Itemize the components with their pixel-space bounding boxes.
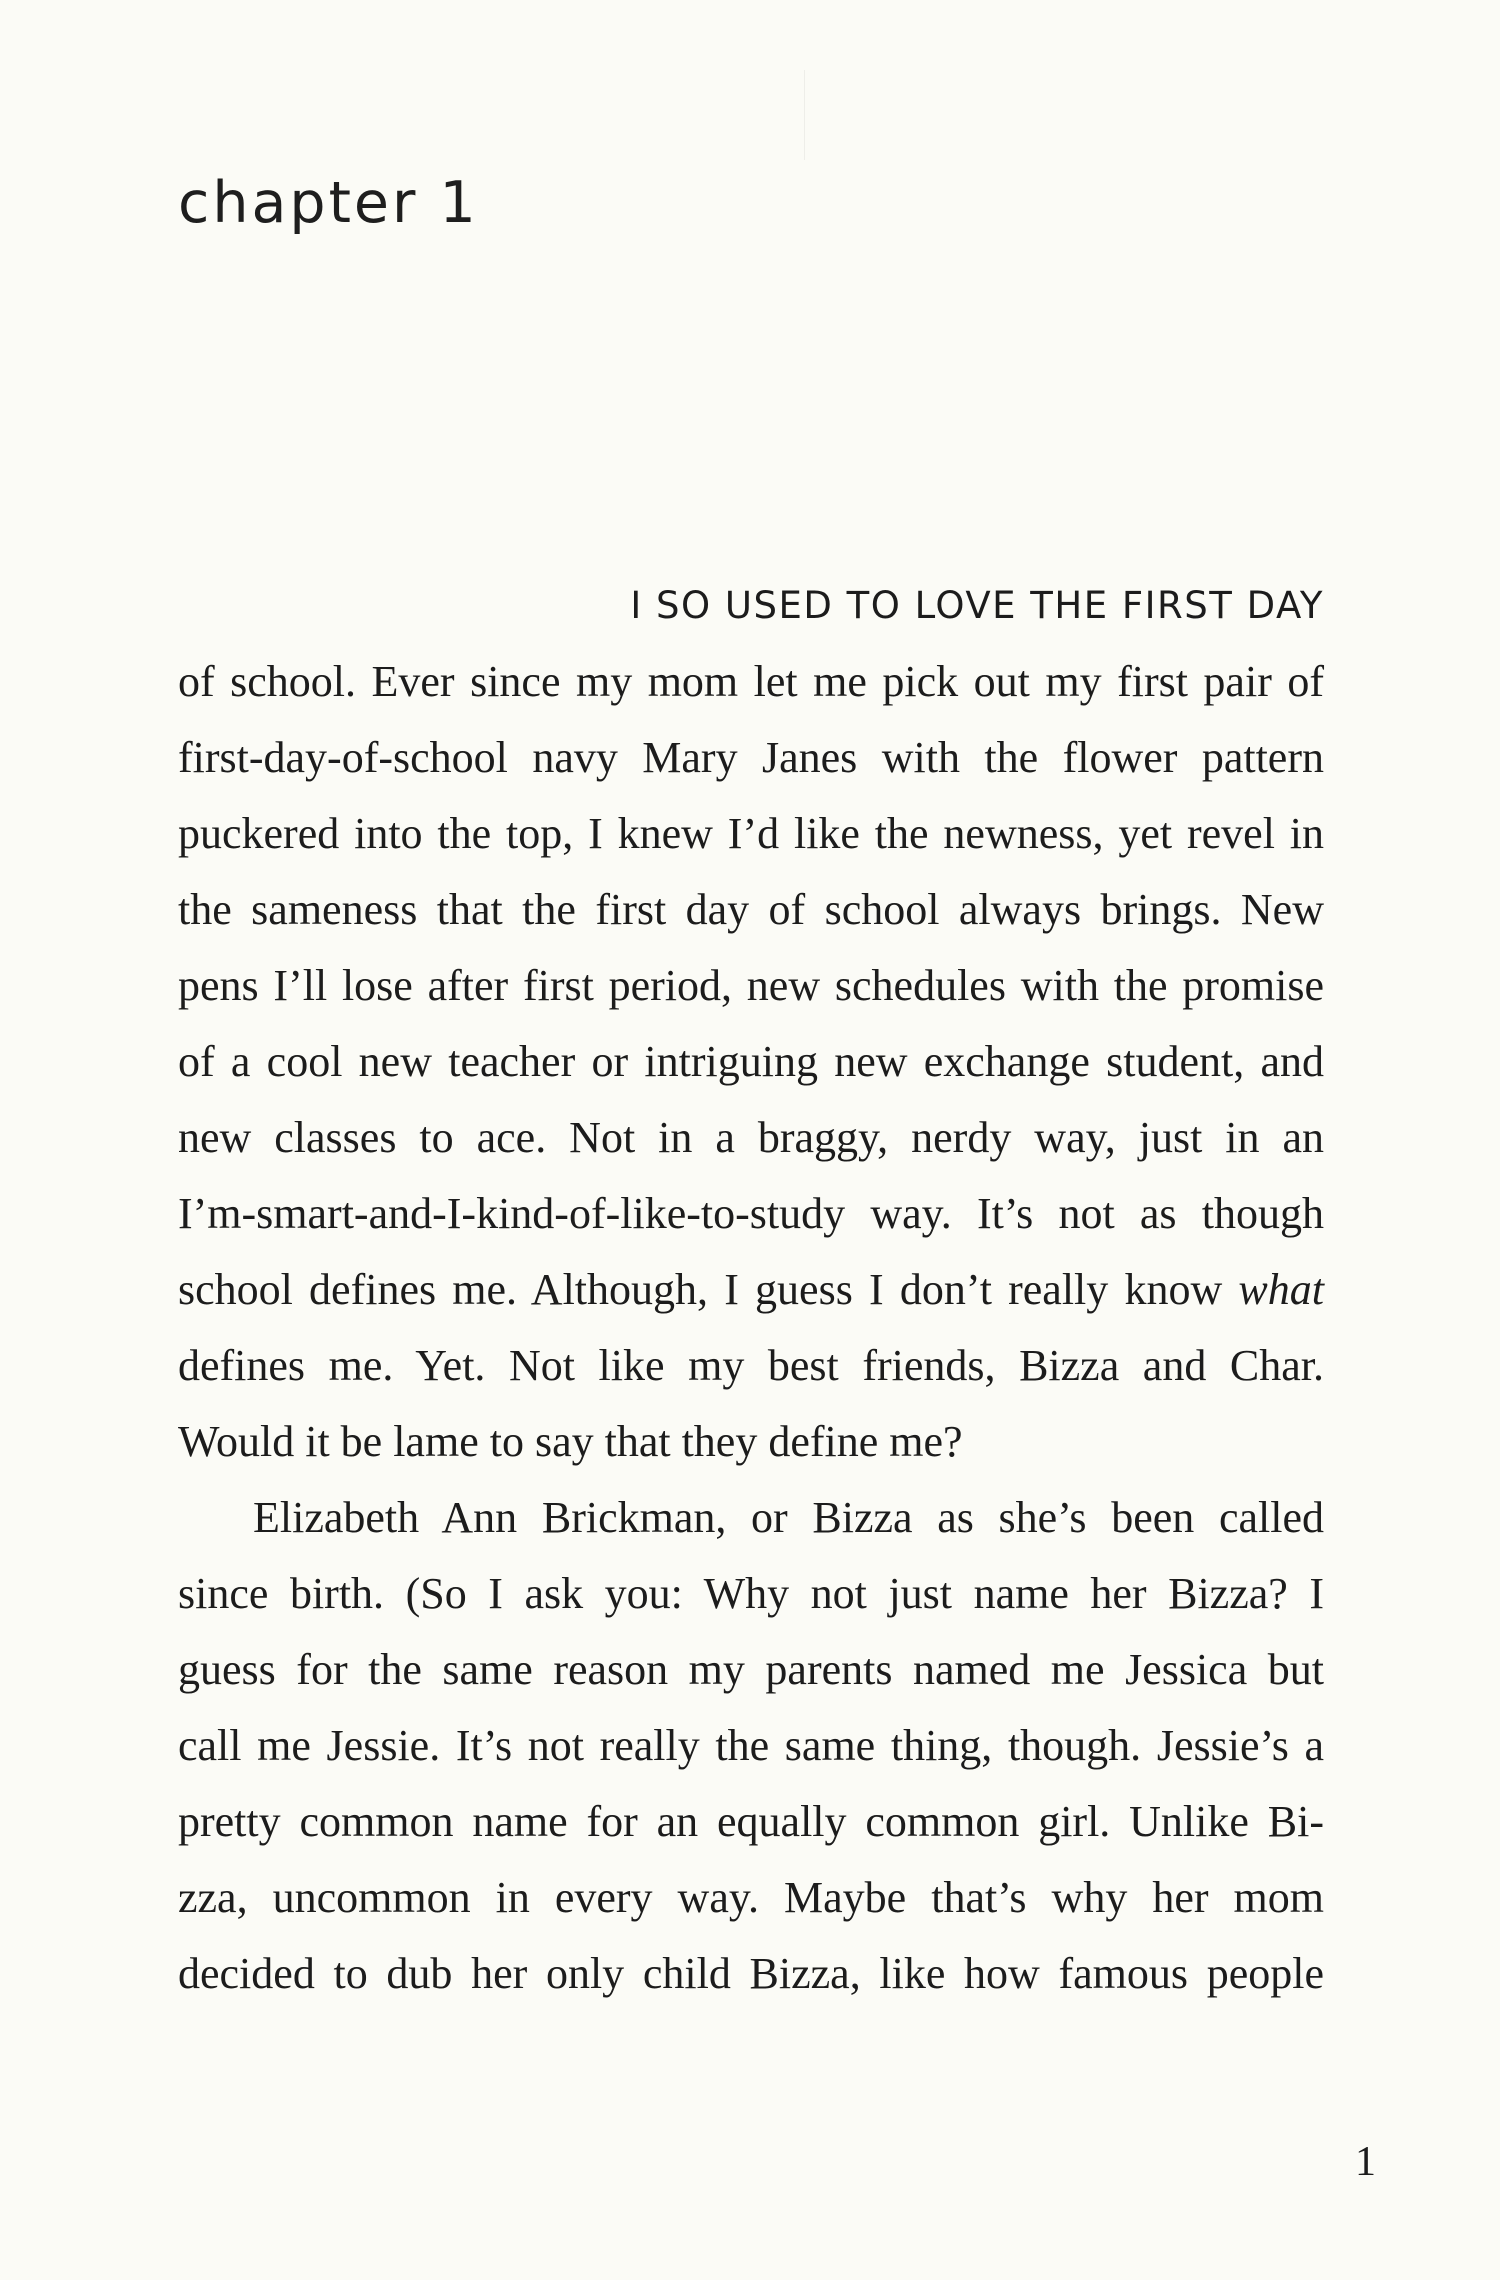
paragraph-2 xyxy=(178,1480,1324,2012)
opening-line: I SO USED TO LOVE THE FIRST DAY xyxy=(630,584,1324,627)
text-line: new classes to ace. Not in a braggy, nerdy way, just in an xyxy=(178,1113,1324,1162)
text-line: zza, uncommon in every way. Maybe that’s why her mom xyxy=(178,1873,1324,1922)
text-line: decided to dub her only child Bizza, like how famous people xyxy=(178,1949,1324,1998)
page-crease xyxy=(804,70,805,160)
text-line: puckered into the top, I knew I’d like the newness, yet revel in xyxy=(178,809,1324,858)
text-line: call me Jessie. It’s not really the same thing, though. Jessie’s a xyxy=(178,1721,1324,1770)
text-line: of school. Ever since my mom let me pick out my first pair of xyxy=(178,657,1324,706)
text-line: I’m-smart-and-I-kind-of-like-to-study way. It’s not as though xyxy=(178,1189,1324,1238)
text-line: the sameness that the first day of school always brings. New xyxy=(178,885,1324,934)
text-line: pretty common name for an equally common girl. Unlike Bi- xyxy=(178,1797,1324,1846)
text-line: since birth. (So I ask you: Why not just name her Bizza? I xyxy=(178,1569,1324,1618)
chapter-heading: chapter 1 xyxy=(178,170,479,236)
text-line: Would it be lame to say that they define me? xyxy=(178,1417,963,1466)
chapter-body xyxy=(178,568,1324,2012)
text-line: Elizabeth Ann Brickman, or Bizza as she’s been called xyxy=(253,1493,1324,1542)
text-line xyxy=(178,1252,1324,1328)
text-line: pens I’ll lose after first period, new schedules with the promise xyxy=(178,961,1324,1010)
text-line: guess for the same reason my parents named me Jessica but xyxy=(178,1645,1324,1694)
text-line: defines me. Yet. Not like my best friends, Bizza and Char. xyxy=(178,1341,1324,1390)
paragraph-1 xyxy=(178,568,1324,1480)
text-line: first-day-of-school navy Mary Janes with the flower pattern xyxy=(178,733,1324,782)
text-line: of a cool new teacher or intriguing new exchange student, and xyxy=(178,1037,1324,1086)
text-segment: school defines me. Although, I guess I don’t really know xyxy=(178,1265,1239,1314)
page-number: 1 xyxy=(1355,2139,1376,2185)
emphasis-word: what xyxy=(1238,1265,1324,1314)
